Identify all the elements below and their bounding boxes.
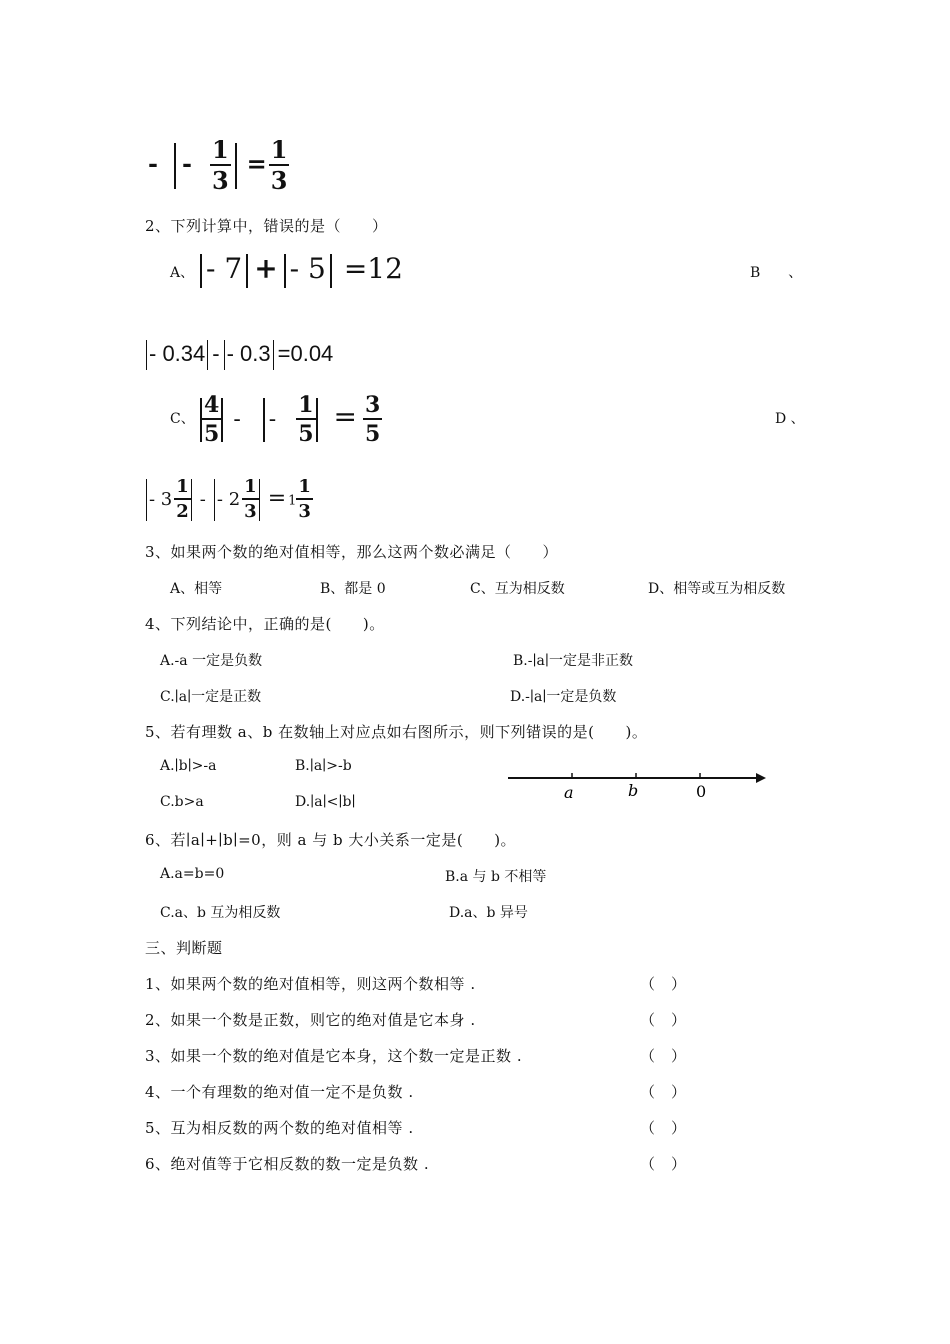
q5-title: 5、若有理数 a、b 在数轴上对应点如右图所示，则下列错误的是( )。 — [145, 723, 648, 741]
judge-item-1: 1、如果两个数的绝对值相等，则这两个数相等 . — [145, 975, 476, 993]
judge-item-6: 6、绝对值等于它相反数的数一定是负数 . — [145, 1155, 430, 1173]
q5-option-d: D.∣a∣<∣b∣ — [295, 794, 356, 810]
axis-label-a: a — [564, 783, 574, 802]
q2-option-c-label: C、 — [170, 411, 195, 427]
q2-option-a-label: A、 — [170, 265, 195, 281]
number-line-figure — [500, 764, 770, 804]
q2-option-b-label: B 、 — [750, 265, 803, 281]
q4-option-c: C.∣a∣一定是正数 — [160, 689, 262, 705]
q5-option-c: C.b>a — [160, 794, 204, 810]
q2-option-d-label: D 、 — [775, 411, 805, 427]
axis-label-zero: 0 — [696, 782, 707, 801]
q5-option-a: A.∣b∣>-a — [160, 758, 217, 774]
q2-option-a-expression: - 7 + - 5 =12 — [200, 252, 403, 288]
judge-paren-5[interactable]: （ ） — [640, 1119, 687, 1137]
q3-title: 3、如果两个数的绝对值相等，那么这两个数必满足（ ） — [145, 543, 559, 561]
inner-neg: - — [181, 149, 192, 178]
result-fraction: $\frac{1}{3}$ — [270, 135, 288, 195]
section3-title: 三、判断题 — [145, 939, 223, 957]
q4-title: 4、下列结论中，正确的是( )。 — [145, 615, 385, 633]
judge-paren-3[interactable]: （ ） — [640, 1047, 687, 1065]
judge-item-3: 3、如果一个数的绝对值是它本身，这个数一定是正数 . — [145, 1047, 523, 1065]
judge-paren-4[interactable]: （ ） — [640, 1083, 687, 1101]
q6-option-c: C.a、b 互为相反数 — [160, 905, 281, 921]
q3-option-d: D、相等或互为相反数 — [648, 581, 786, 597]
q6-option-d: D.a、b 异号 — [449, 905, 528, 921]
judge-item-5: 5、互为相反数的两个数的绝对值相等 . — [145, 1119, 414, 1137]
q2-title: 2、下列计算中，错误的是（ ） — [145, 217, 388, 235]
q5-option-b: B.∣a∣>-b — [295, 758, 352, 774]
q6-title: 6、若∣a∣+∣b∣=0，则 a 与 b 大小关系一定是( )。 — [145, 831, 517, 849]
judge-paren-6[interactable]: （ ） — [640, 1155, 687, 1173]
q2-option-d-expression: - 3 $\frac{1}{2}$ - - 2 $\frac{1}{3}$ = 1 $\frac{1}{3}$ — [146, 478, 313, 521]
top-expression — [148, 135, 289, 195]
fraction: $\frac{1}{3}$ — [211, 135, 229, 195]
judge-paren-2[interactable]: （ ） — [640, 1011, 687, 1029]
q3-option-b: B、都是 0 — [320, 581, 386, 597]
judge-item-2: 2、如果一个数是正数，则它的绝对值是它本身 . — [145, 1011, 476, 1029]
axis-label-b: b — [628, 781, 639, 800]
neg-sign: - — [148, 149, 158, 178]
q4-option-d: D.-∣a∣一定是负数 — [510, 689, 617, 705]
q4-option-a: A.-a 一定是负数 — [160, 653, 263, 669]
q2-option-c-expression: $\frac{4}{5}$ - - $\frac{1}{5}$ = $\frac{3}{5}$ — [200, 394, 382, 445]
q2-option-b-expression: - 0.34 - - 0.3 =0.04 — [146, 340, 333, 370]
q3-option-a: A、相等 — [170, 581, 223, 597]
q4-option-b: B.-∣a∣一定是非正数 — [513, 653, 633, 669]
equals: = — [246, 149, 267, 178]
judge-paren-1[interactable]: （ ） — [640, 975, 687, 993]
q6-option-a: A.a=b=0 — [160, 866, 225, 882]
arrow-head-icon — [756, 773, 766, 783]
judge-item-4: 4、一个有理数的绝对值一定不是负数 . — [145, 1083, 414, 1101]
q6-option-b: B.a 与 b 不相等 — [445, 869, 547, 885]
q3-option-c: C、互为相反数 — [470, 581, 565, 597]
